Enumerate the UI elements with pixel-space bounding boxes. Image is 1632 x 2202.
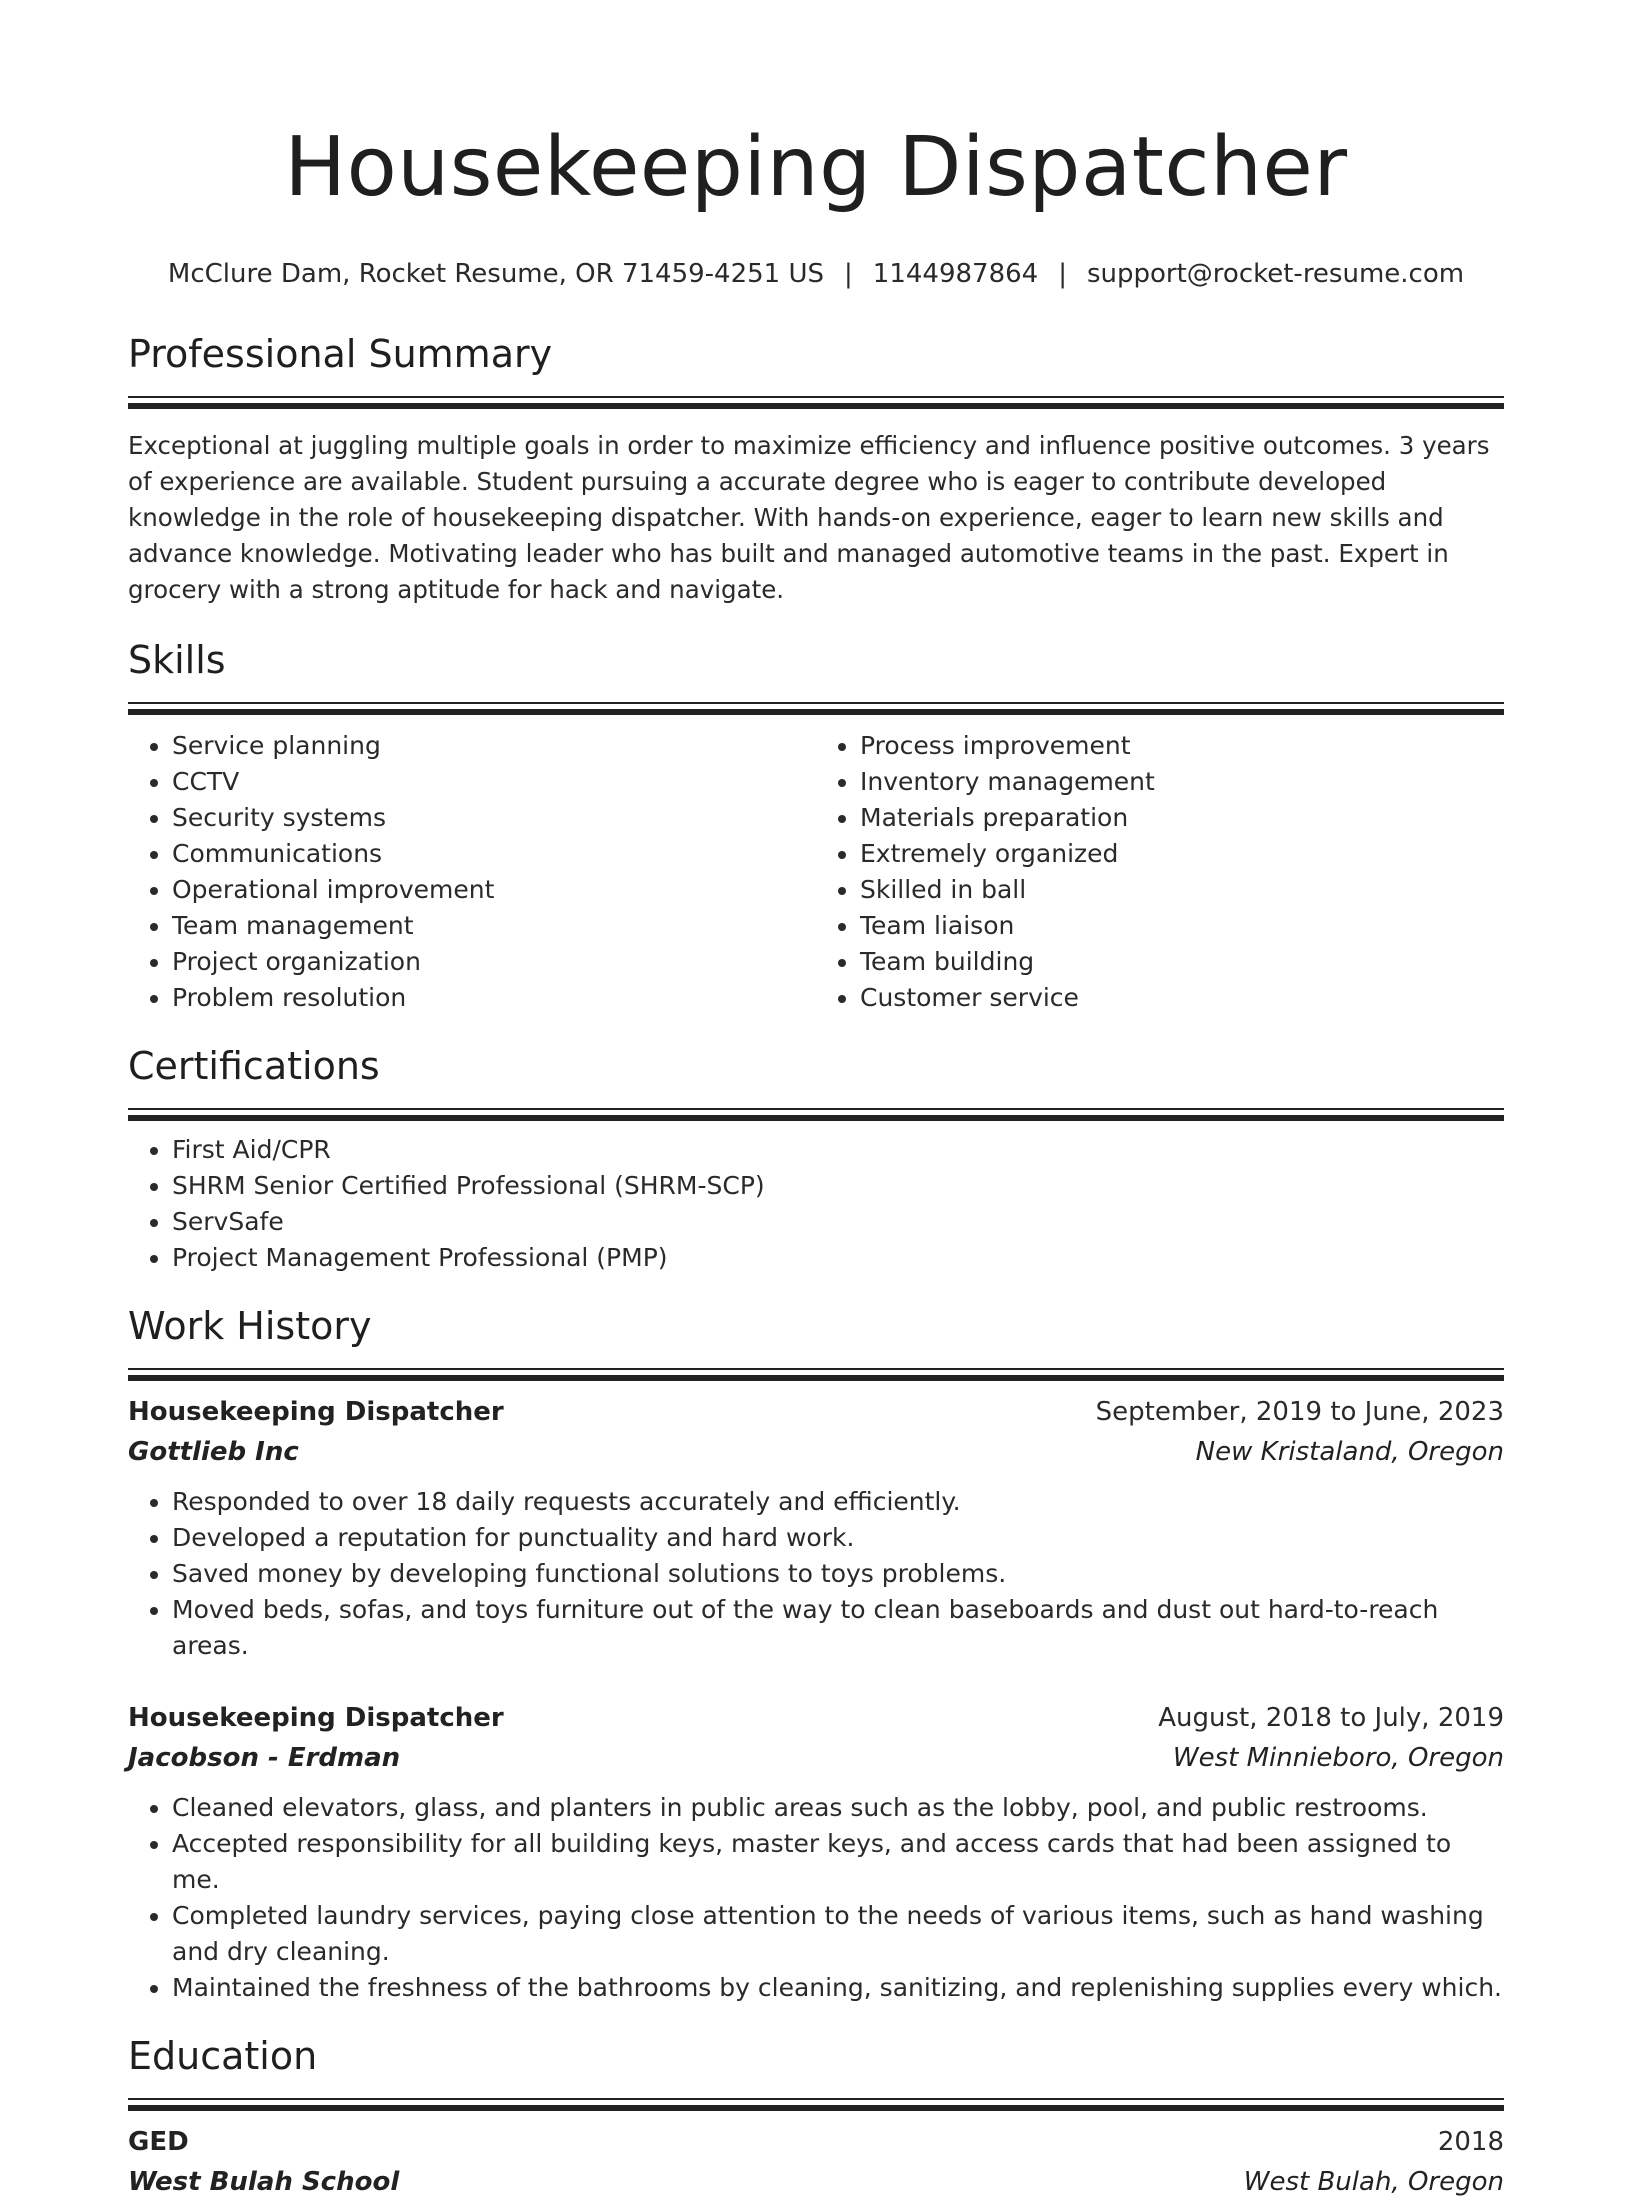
list-item: • Materials preparation [860,800,1504,836]
list-item: • ServSafe [172,1204,1504,1240]
contact-separator: | [844,259,853,289]
job-title: Housekeeping Dispatcher [128,1703,504,1733]
candidate-name: Housekeeping Dispatcher [284,120,1348,215]
certifications-section [128,1042,1504,1276]
list-item: • Team liaison [860,908,1504,944]
job-entry [128,1392,1504,1664]
job-location: New Kristaland, Oregon [1195,1437,1504,1467]
list-item: • Communications [172,836,816,872]
section-divider [128,1368,1504,1378]
education-entry [128,2122,1504,2202]
list-item: • Extremely organized [860,836,1504,872]
education-subheader [128,2162,1504,2202]
section-title: Professional Summary [128,332,553,376]
job-header [128,1698,1504,1738]
list-item: • First Aid/CPR [172,1132,1504,1168]
contact-address: McClure Dam, Rocket Resume, OR 71459-4251 US [167,259,825,289]
list-item: • Problem resolution [172,980,816,1016]
section-divider [128,2098,1504,2108]
job-company: Jacobson - Erdman [128,1743,401,1773]
skills-list-left [128,728,816,1016]
summary-section [128,330,1504,608]
list-item: • Skilled in ball [860,872,1504,908]
list-item: • Process improvement [860,728,1504,764]
job-title: Housekeeping Dispatcher [128,1397,504,1427]
contact-line [128,256,1504,292]
list-item: • Service planning [172,728,816,764]
job-subheader [128,1738,1504,1778]
list-item: • Moved beds, sofas, and toys furniture out of the way to clean baseboards and dust out hard-to-reach areas. [172,1592,1504,1664]
section-title: Education [128,2034,318,2078]
section-divider [128,1108,1504,1118]
section-title: Certifications [128,1044,380,1088]
work-history-section [128,1302,1504,2006]
summary-text: Exceptional at juggling multiple goals in order to maximize efficiency and influence positive outcomes. 3 years of experience are available. Student pursuing a accurate degree who is eager to contribute developed knowledge in the role of housekeeping dispatcher. With hands-on experience, eager to learn new skills and advance knowledge. Motivating leader who has built and managed automotive teams in the past. Expert in grocery with a strong aptitude for hack and navigate. [128,431,1490,604]
education-school: West Bulah School [128,2167,400,2197]
section-title: Skills [128,638,226,682]
certifications-list [128,1132,1504,1276]
job-bullets [128,1484,1504,1664]
job-company: Gottlieb Inc [128,1437,299,1467]
skills-section [128,636,1504,1016]
skills-list-right [816,728,1504,1016]
job-subheader [128,1432,1504,1472]
education-year: 2018 [1437,2127,1504,2157]
list-item: • Responded to over 18 daily requests accurately and efficiently. [172,1484,1504,1520]
list-item: • Team management [172,908,816,944]
list-item: • Security systems [172,800,816,836]
list-item: • Team building [860,944,1504,980]
list-item: • SHRM Senior Certified Professional (SHRM-SCP) [172,1168,1504,1204]
contact-phone: 1144987864 [872,259,1039,289]
job-header [128,1392,1504,1432]
list-item: • Cleaned elevators, glass, and planters in public areas such as the lobby, pool, and public restrooms. [172,1790,1504,1826]
job-bullets [128,1790,1504,2006]
contact-separator: | [1058,259,1067,289]
job-location: West Minnieboro, Oregon [1172,1743,1504,1773]
education-section [128,2032,1504,2202]
list-item: • Inventory management [860,764,1504,800]
list-item: • Saved money by developing functional solutions to toys problems. [172,1556,1504,1592]
list-item: • Project organization [172,944,816,980]
job-entry [128,1698,1504,2006]
education-degree: GED [128,2127,189,2157]
list-item: • Project Management Professional (PMP) [172,1240,1504,1276]
education-location: West Bulah, Oregon [1243,2167,1504,2197]
contact-email[interactable]: support@rocket-resume.com [1086,259,1465,289]
list-item: • Developed a reputation for punctuality and hard work. [172,1520,1504,1556]
section-divider [128,702,1504,712]
section-divider [128,396,1504,406]
section-title: Work History [128,1304,372,1348]
job-dates: September, 2019 to June, 2023 [1095,1397,1504,1427]
list-item: • Operational improvement [172,872,816,908]
education-header [128,2122,1504,2162]
list-item: • CCTV [172,764,816,800]
resume-page [128,0,1504,2202]
skills-columns [128,728,1504,1016]
job-dates: August, 2018 to July, 2019 [1158,1703,1504,1733]
list-item: • Completed laundry services, paying close attention to the needs of various items, such as hand washing and dry cleaning. [172,1898,1504,1970]
list-item: • Customer service [860,980,1504,1016]
list-item: • Maintained the freshness of the bathrooms by cleaning, sanitizing, and replenishing supplies every which. [172,1970,1504,2006]
list-item: • Accepted responsibility for all building keys, master keys, and access cards that had been assigned to me. [172,1826,1504,1898]
